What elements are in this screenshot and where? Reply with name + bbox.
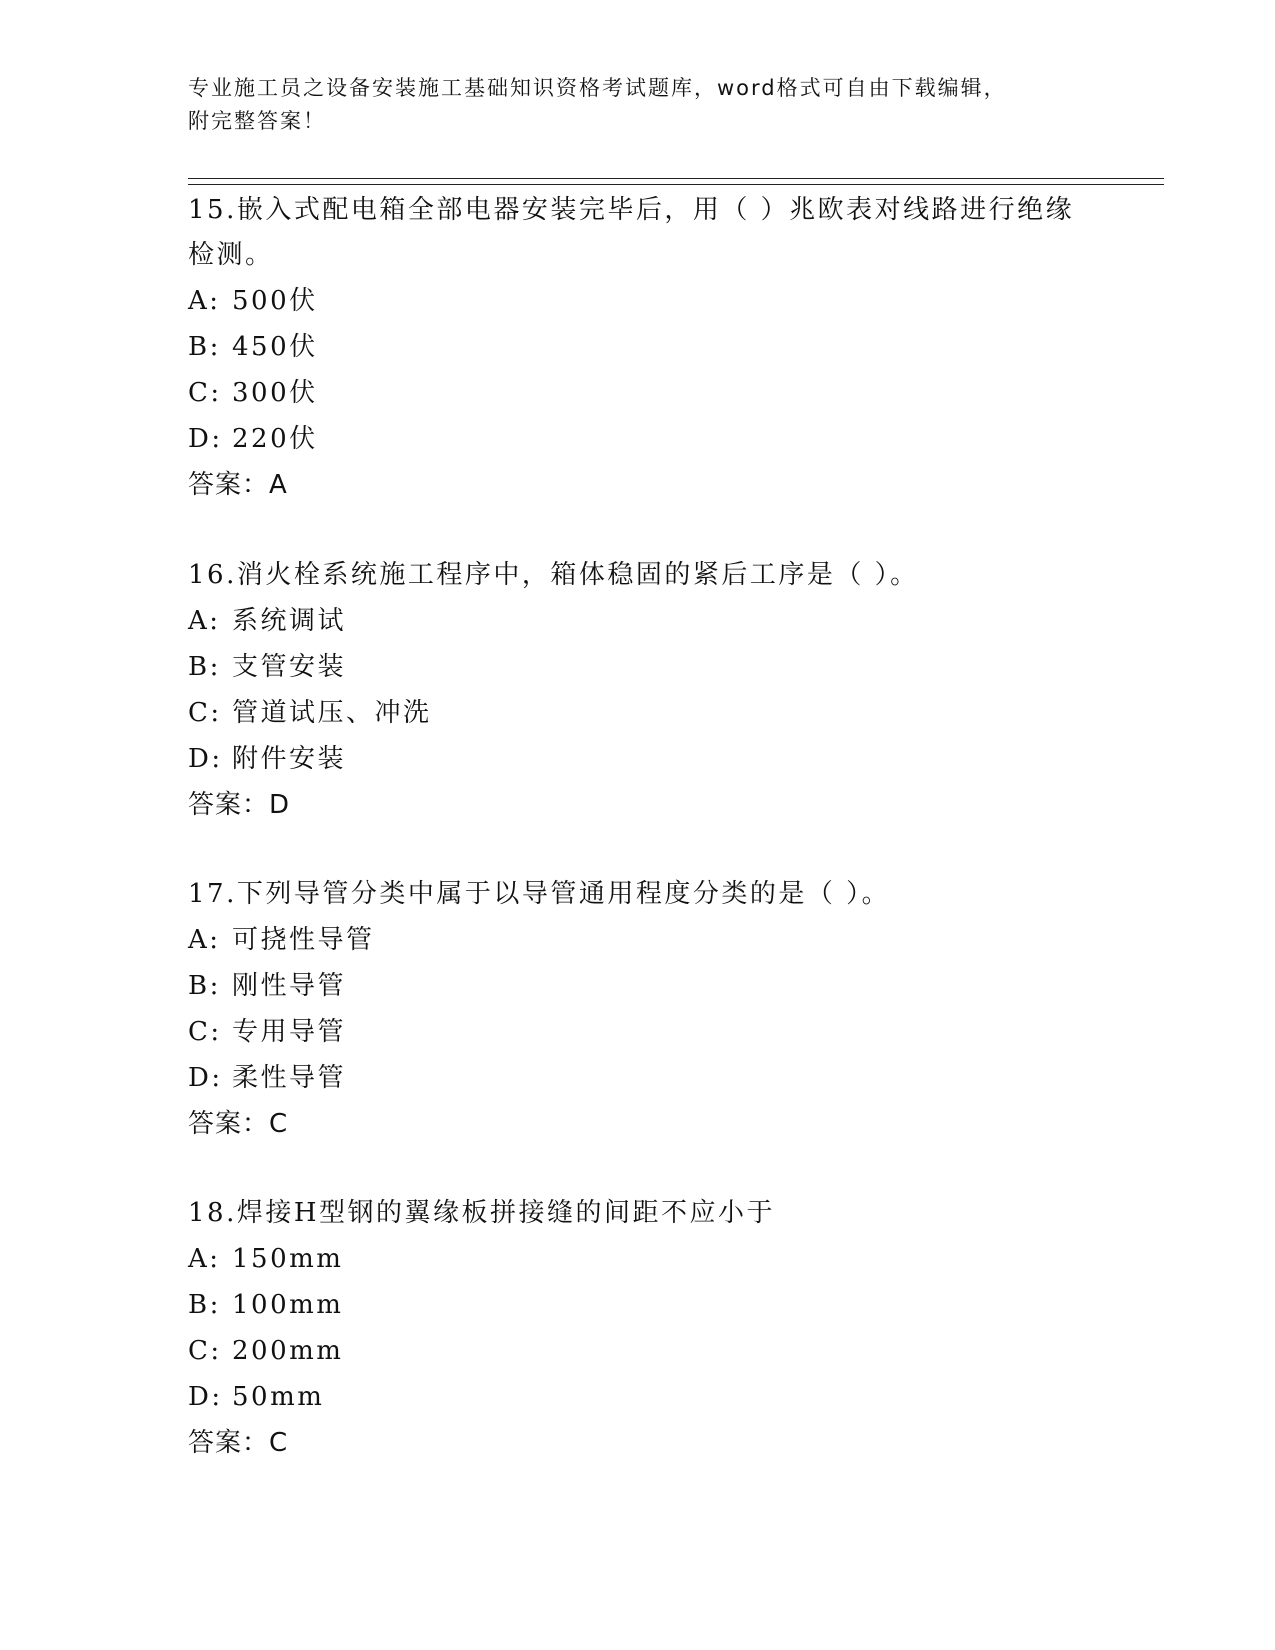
document-header	[188, 72, 1068, 138]
option-letter: C:	[188, 1336, 222, 1366]
option-text: 50mm	[232, 1382, 325, 1412]
option-text: 220伏	[232, 424, 318, 454]
option-b	[188, 644, 1088, 690]
question-stem: 15.嵌入式配电箱全部电器安装完毕后，用（ ）兆欧表对线路进行绝缘检测。	[188, 195, 1075, 270]
option-a	[188, 598, 1088, 644]
answer-line: 答案：D	[188, 790, 291, 820]
header-divider-top	[188, 178, 1164, 179]
option-text: 150mm	[232, 1244, 344, 1274]
option-text: 450伏	[232, 332, 318, 362]
option-a	[188, 1236, 1088, 1282]
option-text: 支管安装	[232, 652, 347, 682]
option-text: 200mm	[232, 1336, 344, 1366]
option-text: 500伏	[232, 286, 318, 316]
option-letter: D:	[188, 744, 223, 774]
option-letter: A:	[188, 286, 221, 316]
answer-line: 答案：C	[188, 1428, 289, 1458]
question-15	[188, 188, 1088, 508]
option-letter: B:	[188, 652, 221, 682]
option-text: 柔性导管	[232, 1063, 347, 1093]
option-letter: C:	[188, 378, 222, 408]
option-b	[188, 963, 1088, 1009]
option-text: 系统调试	[232, 606, 347, 636]
option-text: 可挠性导管	[232, 925, 375, 955]
question-18	[188, 1191, 1088, 1466]
option-text: 附件安装	[232, 744, 347, 774]
question-16	[188, 553, 1088, 828]
option-text: 刚性导管	[232, 971, 347, 1001]
option-b	[188, 1282, 1088, 1328]
header-line-2: 附完整答案！	[188, 109, 326, 133]
option-c	[188, 1328, 1088, 1374]
option-d	[188, 736, 1088, 782]
question-stem: 16.消火栓系统施工程序中，箱体稳固的紧后工序是（ ）。	[188, 560, 919, 590]
option-text: 100mm	[232, 1290, 344, 1320]
answer-line: 答案：C	[188, 1109, 289, 1139]
option-letter: D:	[188, 424, 223, 454]
option-letter: A:	[188, 606, 221, 636]
option-text: 专用导管	[232, 1017, 347, 1047]
answer-line: 答案：A	[188, 470, 288, 500]
option-a	[188, 278, 1088, 324]
option-letter: B:	[188, 1290, 221, 1320]
option-b	[188, 324, 1088, 370]
option-d	[188, 416, 1088, 462]
question-stem: 17.下列导管分类中属于以导管通用程度分类的是（ ）。	[188, 879, 891, 909]
option-c	[188, 370, 1088, 416]
option-d	[188, 1374, 1088, 1420]
option-letter: A:	[188, 1244, 221, 1274]
question-17	[188, 872, 1088, 1147]
option-d	[188, 1055, 1088, 1101]
header-divider-bottom	[188, 184, 1164, 185]
option-c	[188, 690, 1088, 736]
option-c	[188, 1009, 1088, 1055]
option-a	[188, 917, 1088, 963]
question-stem: 18.焊接H型钢的翼缘板拼接缝的间距不应小于	[188, 1198, 776, 1228]
option-letter: D:	[188, 1382, 223, 1412]
option-text: 300伏	[232, 378, 318, 408]
option-letter: C:	[188, 698, 222, 728]
option-letter: B:	[188, 971, 221, 1001]
header-line-1: 专业施工员之设备安装施工基础知识资格考试题库，word格式可自由下载编辑，	[188, 76, 1007, 100]
option-letter: A:	[188, 925, 221, 955]
option-letter: D:	[188, 1063, 223, 1093]
option-text: 管道试压、冲洗	[232, 698, 432, 728]
option-letter: B:	[188, 332, 221, 362]
option-letter: C:	[188, 1017, 222, 1047]
